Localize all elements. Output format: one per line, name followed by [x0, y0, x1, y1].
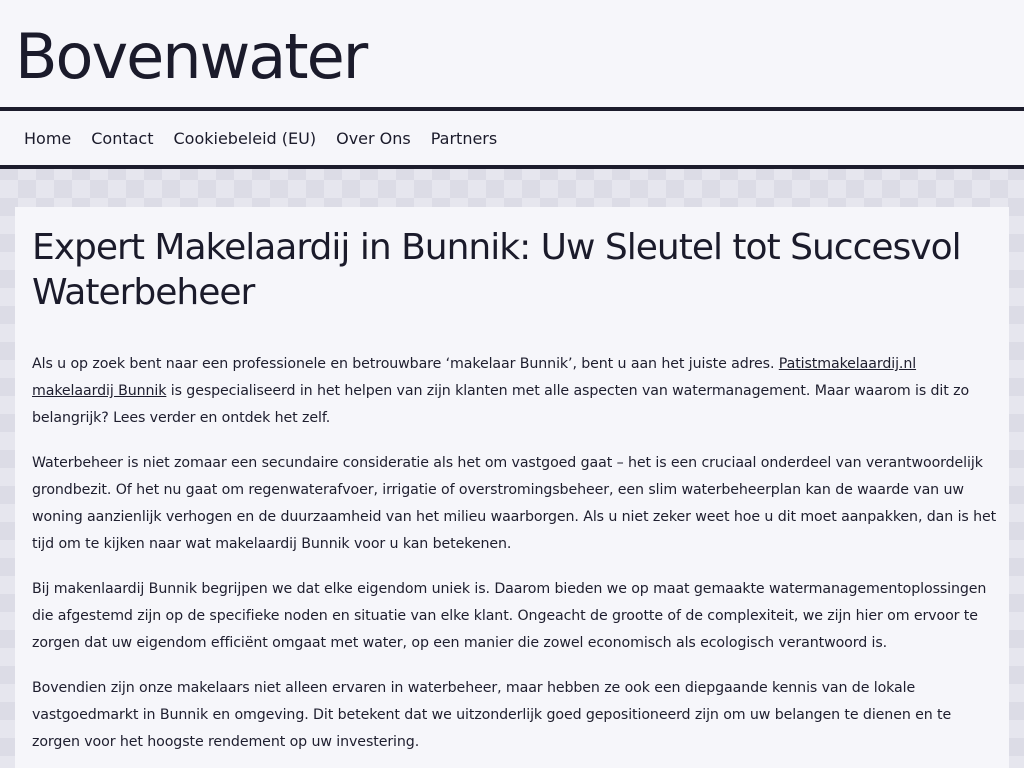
main-nav	[0, 107, 1024, 169]
nav-item-cookiebeleid[interactable]: Cookiebeleid (EU)	[173, 128, 317, 148]
nav-item-home[interactable]: Home	[24, 128, 72, 148]
article-title: Expert Makelaardij in Bunnik: Uw Sleutel tot Succesvol Waterbeheer	[32, 227, 961, 313]
article-paragraph-3: Bij makenlaardij Bunnik begrijpen we dat elke eigendom uniek is. Daarom bieden we op maat gemaakte watermanagementoplossingen die afgestemd zijn op de specifieke noden en situatie van elke klant. Ongeacht de grootte of de complexiteit, we zijn hier om ervoor te zorgen dat uw eigendom efficiënt omgaat met water, op een manier die zowel economisch als ecologisch verantwoord is.	[32, 581, 987, 651]
paragraph-1-text-after: is gespecialiseerd in het helpen van zijn klanten met alle aspecten van watermanagement. Maar waarom is dit zo belangrijk? Lees verder en ontdek het zelf.	[32, 383, 970, 426]
paragraph-1-text-before: Als u op zoek bent naar een professionele en betrouwbare ‘makelaar Bunnik’, bent u aan het juiste adres.	[32, 356, 779, 372]
article-card	[15, 207, 1009, 768]
nav-item-partners[interactable]: Partners	[430, 128, 498, 148]
article-paragraph-4: Bovendien zijn onze makelaars niet alleen ervaren in waterbeheer, maar hebben ze ook een diepgaande kennis van de lokale vastgoedmarkt in Bunnik en omgeving. Dit betekent dat we uitzonderlijk goed gepositioneerd zijn om uw belangen te dienen en te zorgen voor het hoogste rendement op uw investering.	[32, 680, 952, 750]
makelaardij-bunnik-link[interactable]: Patistmakelaardij.nl makelaardij Bunnik	[32, 356, 917, 399]
article-body	[32, 351, 997, 768]
site-header	[0, 0, 1024, 107]
article-paragraph-1	[32, 351, 997, 432]
site-title[interactable]: Bovenwater	[15, 20, 367, 93]
nav-item-over-ons[interactable]: Over Ons	[336, 128, 411, 148]
nav-list	[0, 111, 1024, 165]
article-paragraph-2: Waterbeheer is niet zomaar een secundaire consideratie als het om vastgoed gaat – het is een cruciaal onderdeel van verantwoordelijk grondbezit. Of het nu gaat om regenwaterafvoer, irrigatie of overstromingsbeheer, een slim waterbeheerplan kan de waarde van uw woning aanzienlijk verhogen en de duurzaamheid van het milieu waarborgen. Als u niet zeker weet hoe u dit moet aanpakken, dan is het tijd om te kijken naar wat makelaardij Bunnik voor u kan betekenen.	[32, 455, 997, 552]
nav-item-contact[interactable]: Contact	[91, 128, 154, 148]
